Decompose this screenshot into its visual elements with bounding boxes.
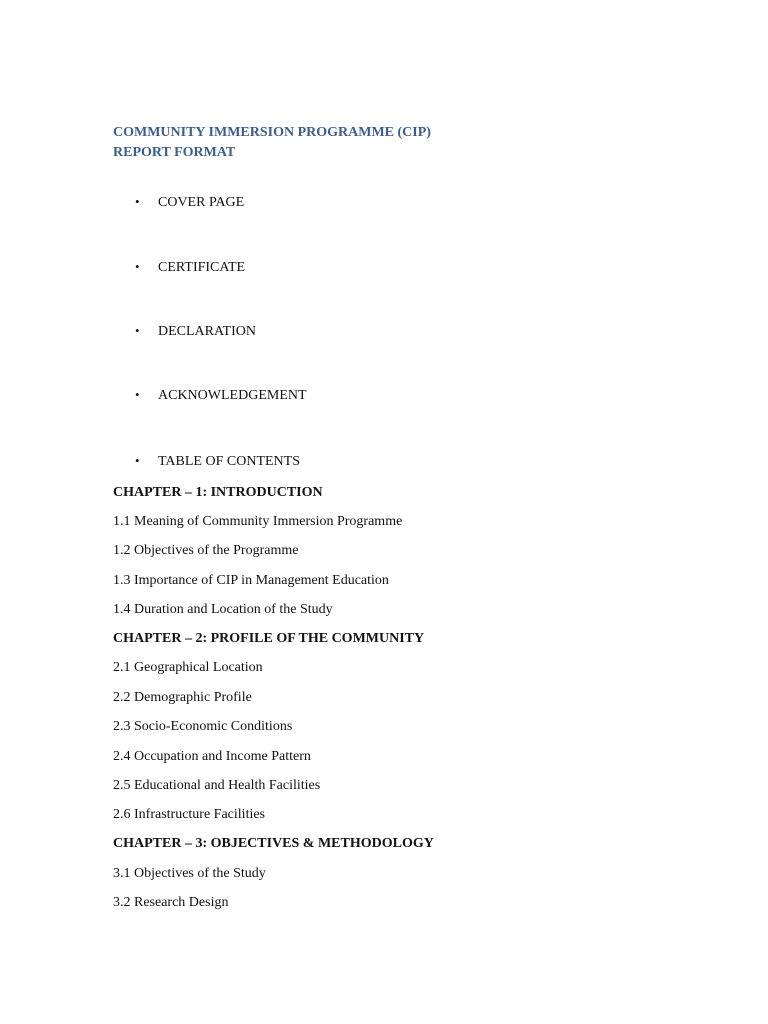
list-item bbox=[135, 452, 300, 471]
bullet-icon: • bbox=[135, 387, 140, 402]
chapter-heading: CHAPTER – 2: PROFILE OF THE COMMUNITY bbox=[113, 631, 425, 646]
title-line-1: COMMUNITY IMMERSION PROGRAMME (CIP) bbox=[113, 125, 431, 140]
list-item bbox=[135, 258, 245, 277]
chapter-heading: CHAPTER – 1: INTRODUCTION bbox=[113, 485, 323, 500]
section-item: 2.1 Geographical Location bbox=[113, 660, 263, 675]
section-item: 1.1 Meaning of Community Immersion Programme bbox=[113, 514, 403, 529]
bullet-icon: • bbox=[135, 323, 140, 338]
section-item: 2.5 Educational and Health Facilities bbox=[113, 778, 321, 793]
document-title bbox=[113, 123, 431, 163]
section-item: 3.2 Research Design bbox=[113, 895, 229, 910]
section-item: 2.2 Demographic Profile bbox=[113, 690, 252, 705]
section-item: 2.4 Occupation and Income Pattern bbox=[113, 749, 311, 764]
list-item bbox=[135, 322, 256, 341]
bullet-icon: • bbox=[135, 194, 140, 209]
list-item-label: TABLE OF CONTENTS bbox=[158, 454, 300, 469]
list-item bbox=[135, 386, 307, 405]
section-item: 2.3 Socio-Economic Conditions bbox=[113, 719, 293, 734]
list-item-label: CERTIFICATE bbox=[158, 260, 246, 275]
list-item bbox=[135, 193, 244, 212]
section-item: 1.4 Duration and Location of the Study bbox=[113, 602, 333, 617]
title-line-2: REPORT FORMAT bbox=[113, 145, 236, 160]
section-item: 2.6 Infrastructure Facilities bbox=[113, 807, 266, 822]
section-item: 3.1 Objectives of the Study bbox=[113, 866, 266, 881]
chapter-heading: CHAPTER – 3: OBJECTIVES & METHODOLOGY bbox=[113, 836, 434, 851]
list-item-label: COVER PAGE bbox=[158, 195, 245, 210]
list-item-label: ACKNOWLEDGEMENT bbox=[158, 388, 307, 403]
section-item: 1.2 Objectives of the Programme bbox=[113, 543, 299, 558]
bullet-icon: • bbox=[135, 259, 140, 274]
bullet-icon: • bbox=[135, 453, 140, 468]
section-item: 1.3 Importance of CIP in Management Education bbox=[113, 573, 389, 588]
list-item-label: DECLARATION bbox=[158, 324, 256, 339]
